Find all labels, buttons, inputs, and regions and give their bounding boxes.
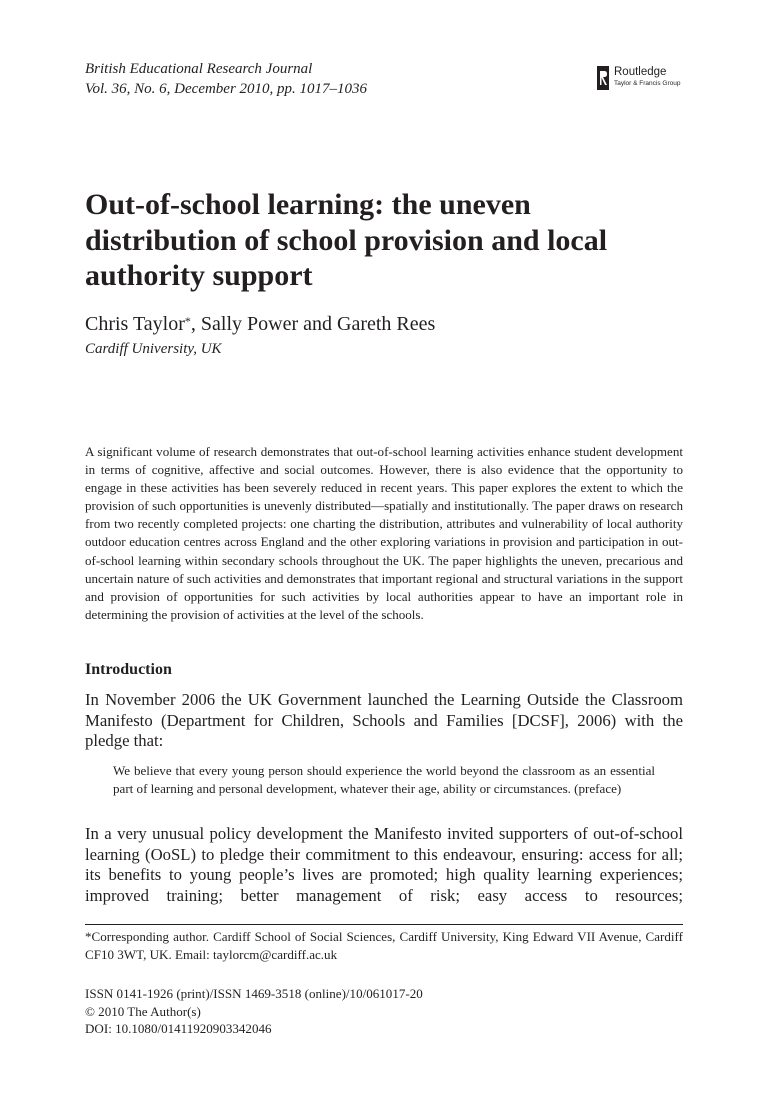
co-authors: , Sally Power and Gareth Rees [190,313,436,335]
publication-metadata [85,985,423,1038]
doi-line: DOI: 10.1080/01411920903342046 [85,1021,272,1037]
journal-header [85,59,367,99]
section-heading: Introduction [85,661,172,678]
publisher-logo-name: Routledge [614,66,667,78]
journal-name: British Educational Research Journal [85,61,313,77]
corresponding-author-mark: * [184,314,191,328]
body-paragraph: In November 2006 the UK Government launched the Learning Outside the Classroom Manifesto (Department for Children, Schools and Families [DCSF], 2006) with the pledge that: [85,690,683,751]
publisher-logo-subtitle: Taylor & Francis Group [614,80,681,87]
abstract: A significant volume of research demonstrates that out-of-school learning activities enhance student development in terms of cognitive, affective and social outcomes. However, there is also evidence that the opportunity to engage in these activities has been severely reduced in recent years. This paper explores the extent to which the provision of such opportunities is unevenly distributed—spatially and institutionally. The paper draws on research from two recently completed projects: one charting the distribution, attributes and vulnerability of local authority outdoor education centres across England and the other exploring variations in provision and participation in out-of-school learning within secondary schools throughout the UK. The paper highlights the uneven, precarious and uncertain nature of such activities and demonstrates that important regional and structural variations in the support and provision of opportunities for such activities by local authorities appear to have an important role in determining the provision of activities at the level of the schools. [85,444,683,622]
publisher-logo [597,66,697,92]
journal-citation: Vol. 36, No. 6, December 2010, pp. 1017–1036 [85,81,368,97]
footnote-divider [85,924,683,925]
routledge-logo-icon [597,66,609,90]
author-affiliation: Cardiff University, UK [85,341,222,357]
author-list [85,311,435,337]
body-paragraph: In a very unusual policy development the Manifesto invited supporters of out-of-school learning (OoSL) to pledge their commitment to this endeavour, ensuring: access for all; its benefits to young people’s lives are promoted; high quality learning experiences; improved training; better management of risk; easy access to resources; [85,824,683,905]
article-title: Out-of-school learning: the uneven distribution of school provision and local authority support [85,188,608,292]
block-quote: We believe that every young person should experience the world beyond the classroom as an essential part of learning and personal development, whatever their age, ability or circumstances. (preface) [113,763,655,796]
corresponding-author-footnote: *Corresponding author. Cardiff School of Social Sciences, Cardiff University, King Edward VII Avenue, Cardiff CF10 3WT, UK. Email: taylorcm@cardiff.ac.uk [85,929,683,962]
first-author: Chris Taylor [85,313,185,335]
copyright-line: © 2010 The Author(s) [85,1003,201,1019]
issn-line: ISSN 0141-1926 (print)/ISSN 1469-3518 (online)/10/061017-20 [85,986,423,1001]
